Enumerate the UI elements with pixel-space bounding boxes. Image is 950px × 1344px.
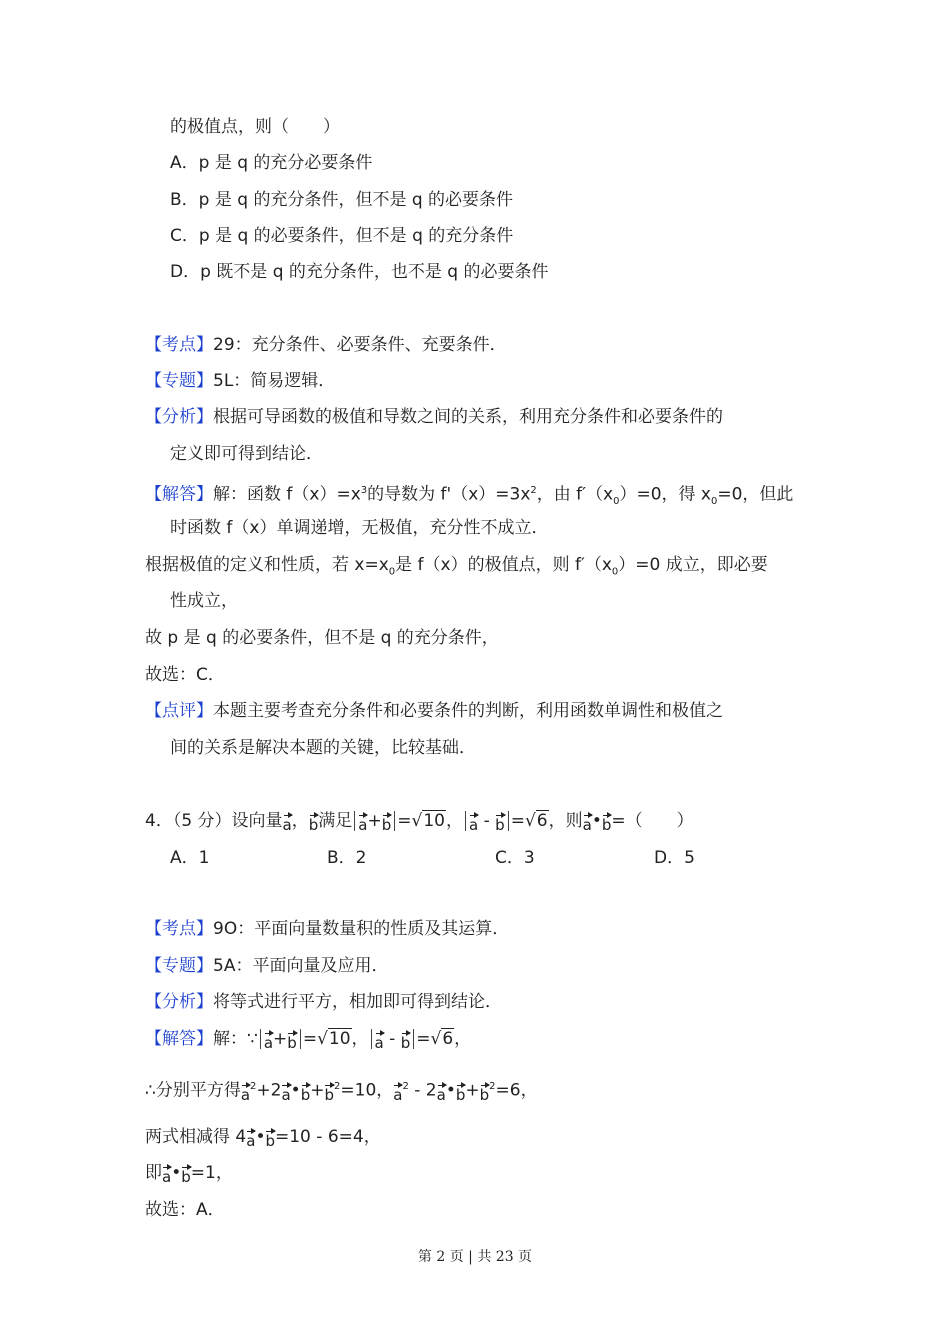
vector-symbol: b [181, 1164, 191, 1184]
text: ， [446, 811, 463, 831]
text: • [445, 1080, 456, 1101]
text: - 2 [408, 1080, 437, 1101]
text: 9O：平面向量数量积的性质及其运算． [213, 919, 510, 939]
text: 根据可导函数的极值和导数之间的关系，利用充分条件和必要条件的 [213, 407, 723, 427]
text-line [145, 700, 723, 722]
vector-symbol: a [281, 1082, 290, 1102]
section-tag: 【解答】 [145, 484, 213, 505]
text: 时函数 f（x）单调递增，无极值，充分性不成立． [170, 518, 549, 538]
text-line [145, 1076, 538, 1102]
vector-symbol: a [393, 1082, 402, 1102]
text: =0，但此 [717, 484, 794, 505]
text: 即 [145, 1163, 162, 1183]
vector-symbol: b [602, 812, 612, 832]
radicand: 10 [328, 1029, 351, 1049]
text: =1， [190, 1163, 233, 1183]
vector-symbol: a [246, 1128, 255, 1148]
vector-symbol: a [358, 812, 367, 832]
subscript: 0 [611, 566, 619, 578]
text: - [383, 1029, 401, 1049]
text: +2 [256, 1080, 282, 1101]
text: + [367, 811, 382, 831]
text: 满足 [318, 811, 353, 831]
option-c: C．3 [495, 848, 535, 868]
text-line [170, 152, 372, 174]
text: ，则 [548, 811, 583, 831]
vector-symbol: b [309, 812, 319, 832]
text: 解：函数 f（x）=x [213, 484, 361, 505]
text: 本题主要考查充分条件和必要条件的判断，利用函数单调性和极值之 [213, 701, 723, 721]
text: A．p 是 q 的充分必要条件 [170, 153, 373, 173]
text: • [591, 811, 602, 831]
vector-symbol: a [283, 812, 292, 832]
text: • [255, 1127, 266, 1147]
text-line [145, 554, 768, 583]
vector-symbol: b [456, 1082, 466, 1102]
text: 解：∵ [213, 1029, 258, 1049]
absolute-value [371, 1029, 415, 1052]
text: 故选：C． [145, 665, 225, 685]
vector-symbol: b [495, 812, 505, 832]
text-line [145, 1199, 225, 1221]
text: 29：充分条件、必要条件、充要条件． [213, 335, 507, 355]
text: ， [351, 1029, 369, 1049]
text: 的导数为 f'（x）=3x [367, 484, 531, 505]
text: 故选：A． [145, 1200, 225, 1220]
subscript: 0 [388, 566, 396, 578]
vector-symbol: a [375, 1030, 384, 1050]
text: 性成立， [170, 591, 238, 611]
text-line [145, 370, 335, 392]
text-line [145, 334, 507, 356]
text: ）=0，得 x [619, 484, 711, 505]
text: 定义即可得到结论． [170, 444, 323, 464]
section-tag: 【考点】 [145, 919, 213, 939]
text-line [145, 1126, 381, 1148]
section-tag: 【点评】 [145, 701, 213, 721]
square-root: √10 [317, 1029, 351, 1049]
text: D．p 既不是 q 的充分条件，也不是 q 的必要条件 [170, 262, 549, 282]
text: =6， [495, 1080, 538, 1101]
vector-symbol: b [401, 1030, 411, 1050]
square-root: √6 [430, 1029, 454, 1049]
vector-symbol: b [324, 1082, 334, 1102]
vector-symbol: a [583, 812, 592, 832]
text: =（ ） [611, 811, 694, 831]
text: 4．（5 分）设向量 [145, 811, 283, 831]
option-d: D．5 [654, 848, 695, 868]
text-line [145, 480, 793, 513]
vector-symbol: a [162, 1164, 171, 1184]
text-line [145, 955, 388, 977]
text-line [145, 810, 694, 832]
text-line [145, 991, 502, 1013]
text-line [170, 517, 548, 539]
text: = [302, 1029, 318, 1049]
superscript: 2 [530, 485, 537, 496]
text-line [170, 590, 238, 612]
text-line [170, 737, 476, 759]
section-tag: 【专题】 [145, 371, 213, 391]
vector-symbol: a [241, 1082, 250, 1102]
superscript: 2 [489, 1081, 496, 1092]
text: ∴分别平方得 [145, 1080, 241, 1101]
radicand: 6 [536, 811, 548, 831]
text-line [145, 627, 499, 649]
vector-symbol: a [264, 1030, 273, 1050]
text-line [170, 189, 513, 211]
section-tag: 【解答】 [145, 1029, 213, 1049]
text: 5L：简易逻辑． [213, 371, 336, 391]
vector-symbol: b [287, 1030, 297, 1050]
text: 5A：平面向量及应用． [213, 956, 389, 976]
text: C．p 是 q 的必要条件，但不是 q 的充分条件 [170, 226, 514, 246]
vector-symbol: a [469, 812, 478, 832]
section-tag: 【专题】 [145, 956, 213, 976]
option-b: B．2 [327, 848, 367, 868]
text: =10， [340, 1080, 394, 1101]
vector-symbol: b [382, 812, 392, 832]
text: 是 f（x）的极值点，则 f′（x [395, 555, 612, 575]
text: 间的关系是解决本题的关键，比较基础． [170, 738, 476, 758]
page-footer: 第 2 页 | 共 23 页 [417, 1249, 533, 1265]
text: ， [454, 1029, 472, 1049]
text: • [171, 1163, 182, 1183]
absolute-value [354, 811, 395, 834]
text: + [273, 1029, 288, 1049]
text-line [145, 918, 509, 940]
vector-symbol: b [301, 1082, 311, 1102]
option-a: A．1 [170, 848, 210, 868]
text-line [145, 406, 723, 428]
text: ）=0 成立，即必要 [618, 555, 768, 575]
superscript: 2 [402, 1081, 409, 1092]
text: + [465, 1080, 480, 1101]
radicand: 6 [442, 1029, 454, 1049]
section-tag: 【考点】 [145, 335, 213, 355]
radicand: 10 [423, 811, 445, 831]
subscript: 0 [613, 496, 620, 508]
text-line [145, 1028, 471, 1050]
text-line [170, 443, 323, 465]
text: =10 - 6=4， [275, 1127, 381, 1147]
text: + [310, 1080, 325, 1101]
text: B．p 是 q 的充分条件，但不是 q 的必要条件 [170, 190, 514, 210]
text-line [170, 116, 340, 138]
text: ，由 f′（x [536, 484, 614, 505]
subscript: 0 [710, 496, 718, 508]
text-line [170, 261, 548, 283]
vector-symbol: b [265, 1128, 275, 1148]
text: 根据极值的定义和性质，若 x=x [145, 555, 389, 575]
text-line [170, 225, 513, 247]
absolute-value [465, 811, 509, 834]
vector-symbol: b [480, 1082, 490, 1102]
text: • [290, 1080, 301, 1101]
text: - [478, 811, 496, 831]
square-root: √6 [524, 811, 548, 831]
absolute-value [260, 1029, 301, 1052]
text: ， [291, 811, 309, 831]
text: = [397, 811, 412, 831]
text: = [510, 811, 525, 831]
square-root: √10 [411, 811, 445, 831]
section-tag: 【分析】 [145, 992, 213, 1012]
superscript: 2 [334, 1081, 341, 1092]
text-line [145, 664, 225, 686]
vector-symbol: a [437, 1082, 446, 1102]
superscript: 3 [360, 485, 368, 496]
text: 将等式进行平方，相加即可得到结论． [213, 992, 502, 1012]
text-line [145, 1162, 233, 1184]
text: 两式相减得 4 [145, 1127, 247, 1147]
text: 的极值点，则（ ） [170, 117, 340, 137]
text: 故 p 是 q 的必要条件，但不是 q 的充分条件， [145, 628, 499, 648]
superscript: 2 [250, 1081, 257, 1092]
section-tag: 【分析】 [145, 407, 213, 427]
text: = [416, 1029, 431, 1049]
